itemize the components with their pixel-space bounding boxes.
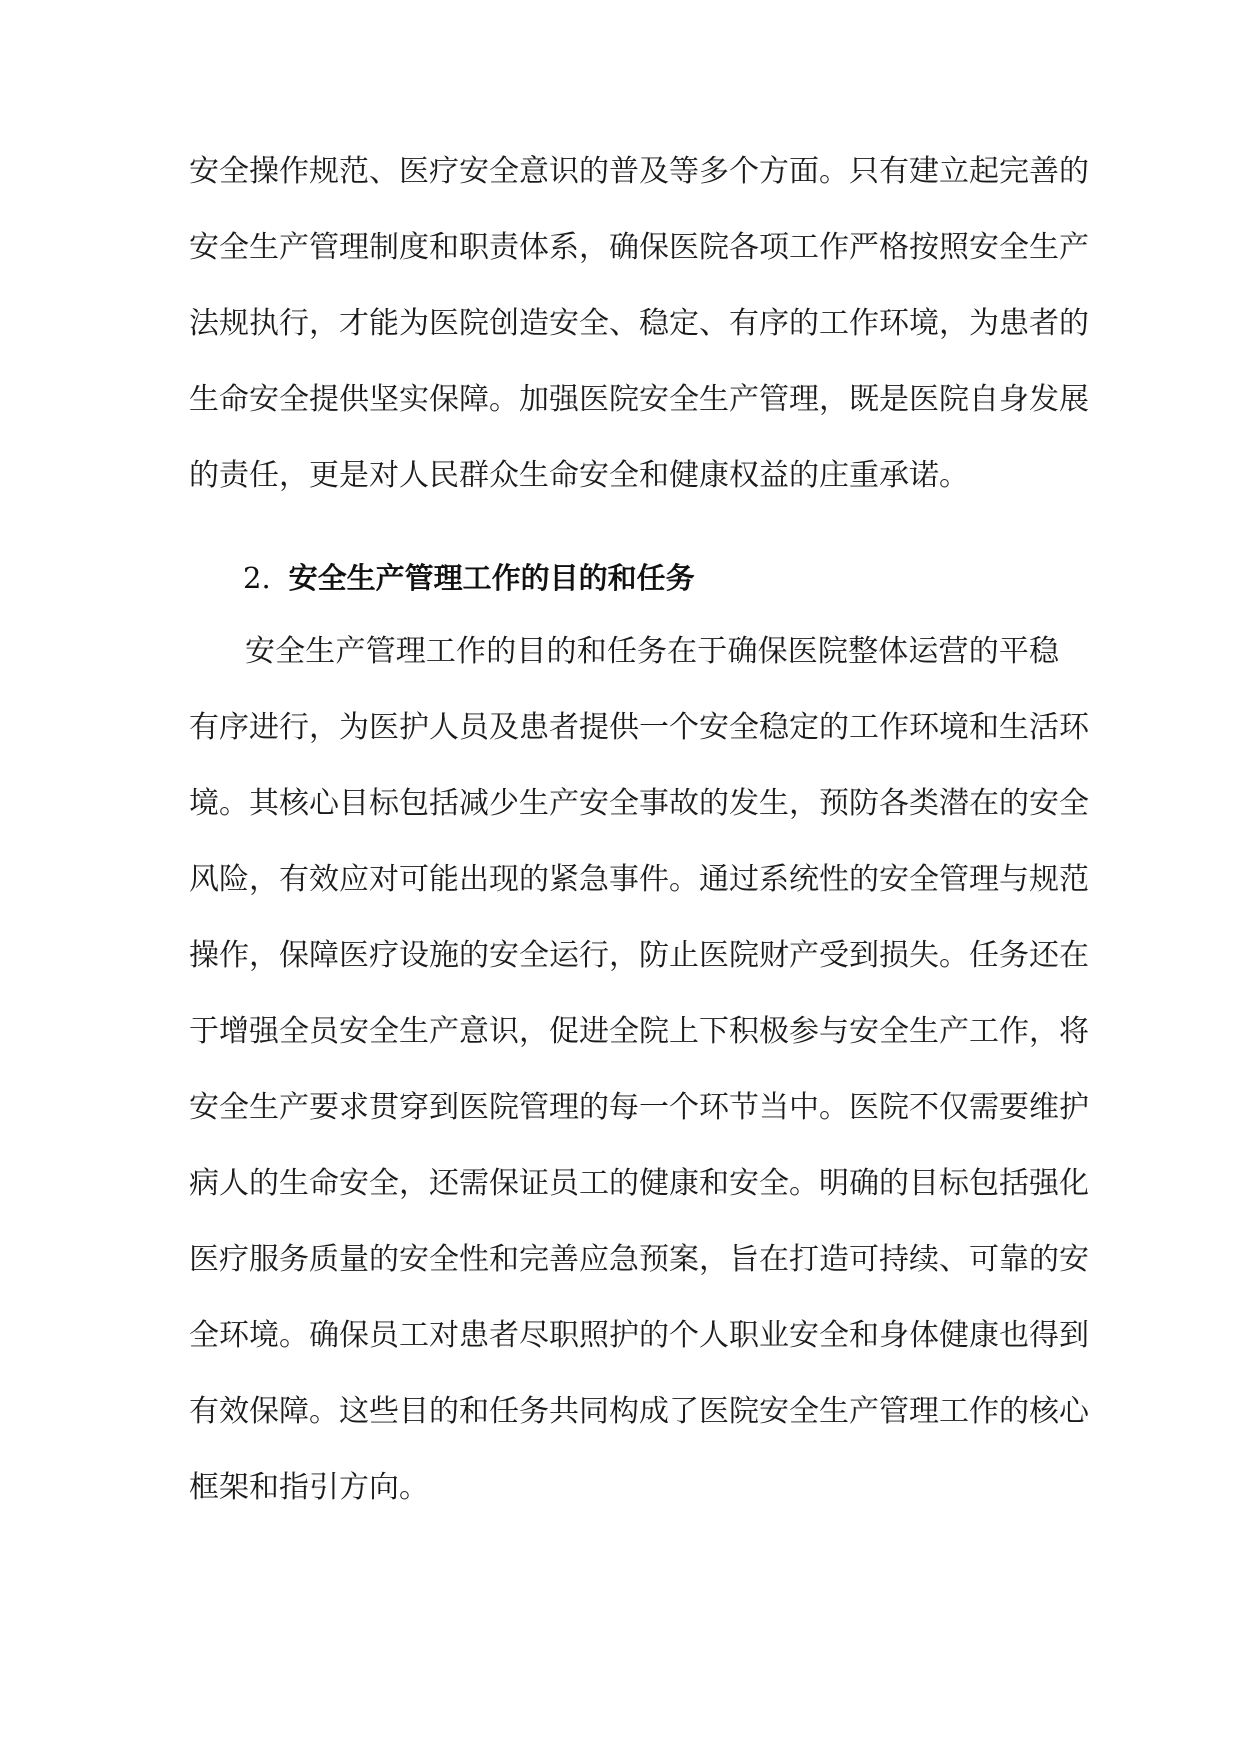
section-number: 2. xyxy=(243,561,271,595)
section-title: 安全生产管理工作的目的和任务 xyxy=(288,561,695,595)
paragraph-line: 境。其核心目标包括减少生产安全事故的发生，预防各类潜在的安全 xyxy=(189,786,1089,821)
paragraph-1 xyxy=(189,134,1089,514)
paragraph-line: 安全操作规范、医疗安全意识的普及等多个方面。只有建立起完善的 xyxy=(189,154,1089,189)
paragraph-line: 生命安全提供坚实保障。加强医院安全生产管理，既是医院自身发展 xyxy=(189,382,1089,417)
paragraph-line: 有效保障。这些目的和任务共同构成了医院安全生产管理工作的核心 xyxy=(189,1394,1089,1429)
paragraph-line: 于增强全员安全生产意识，促进全院上下积极参与安全生产工作，将 xyxy=(189,1014,1089,1049)
paragraph-line: 全环境。确保员工对患者尽职照护的个人职业安全和身体健康也得到 xyxy=(189,1318,1089,1353)
section-heading xyxy=(243,556,695,600)
paragraph-line: 安全生产管理制度和职责体系，确保医院各项工作严格按照安全生产 xyxy=(189,230,1089,265)
paragraph-line: 医疗服务质量的安全性和完善应急预案，旨在打造可持续、可靠的安 xyxy=(189,1242,1089,1277)
paragraph-2 xyxy=(189,614,1089,1526)
paragraph-line: 风险，有效应对可能出现的紧急事件。通过系统性的安全管理与规范 xyxy=(189,862,1089,897)
paragraph-line: 框架和指引方向。 xyxy=(189,1470,429,1505)
paragraph-line: 法规执行，才能为医院创造安全、稳定、有序的工作环境，为患者的 xyxy=(189,306,1089,341)
paragraph-line: 有序进行，为医护人员及患者提供一个安全稳定的工作环境和生活环 xyxy=(189,710,1089,745)
paragraph-line: 操作，保障医疗设施的安全运行，防止医院财产受到损失。任务还在 xyxy=(189,938,1089,973)
paragraph-line: 安全生产要求贯穿到医院管理的每一个环节当中。医院不仅需要维护 xyxy=(189,1090,1089,1125)
paragraph-line: 的责任，更是对人民群众生命安全和健康权益的庄重承诺。 xyxy=(189,458,969,493)
paragraph-line: 病人的生命安全，还需保证员工的健康和安全。明确的目标包括强化 xyxy=(189,1166,1089,1201)
paragraph-line: 安全生产管理工作的目的和任务在于确保医院整体运营的平稳 xyxy=(245,634,1059,669)
